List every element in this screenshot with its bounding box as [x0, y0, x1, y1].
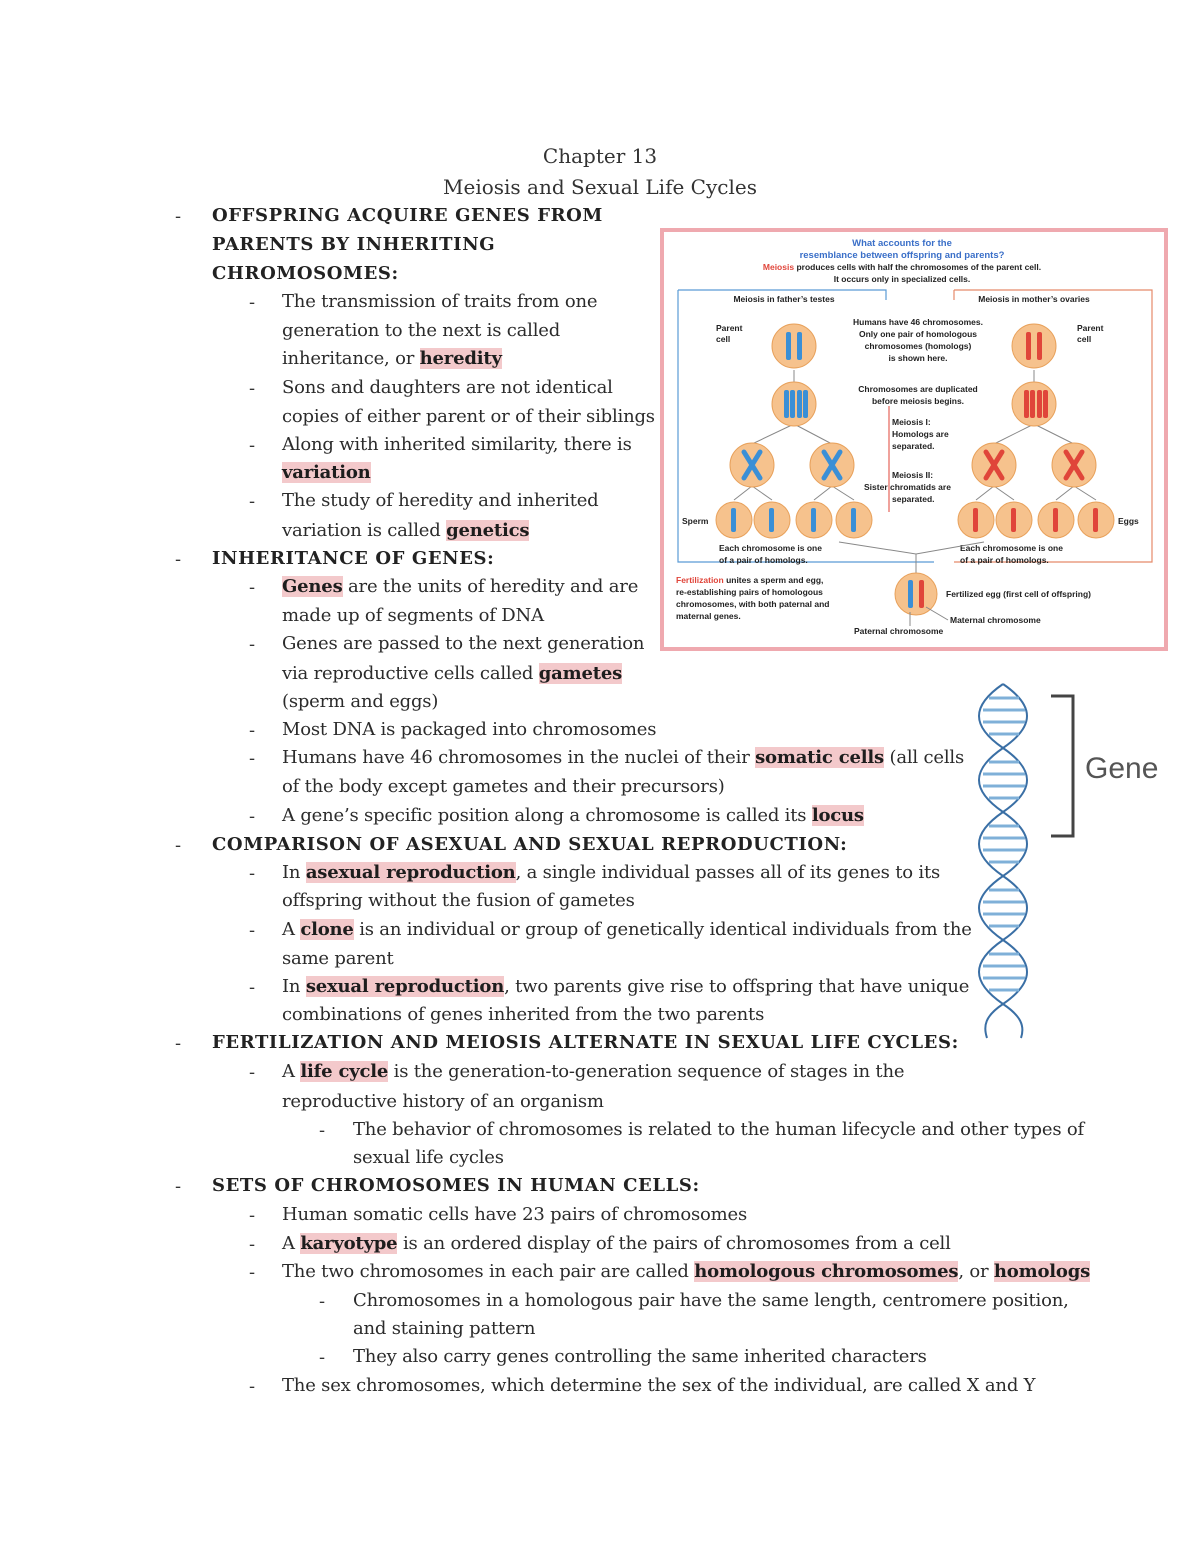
father-cells	[716, 324, 872, 538]
list-item: Sons and daughters are not identical	[282, 377, 613, 398]
sub-list-item: Chromosomes in a homologous pair have the same length, centromere position,	[353, 1290, 1069, 1311]
list-item: of the body except gametes and their precursors)	[282, 776, 725, 797]
bullet-dash: -	[249, 1234, 256, 1255]
chapter-title: Chapter 13	[542, 144, 658, 168]
bullet-dash: -	[249, 863, 256, 884]
section-heading: INHERITANCE OF GENES:	[212, 548, 495, 569]
bullet-dash: -	[175, 1033, 182, 1054]
section-heading: SETS OF CHROMOSOMES IN HUMAN CELLS:	[212, 1175, 700, 1196]
list-item: The transmission of traits from one	[282, 291, 598, 312]
mother-cells	[958, 324, 1114, 538]
bullet-dash: -	[249, 435, 256, 456]
meiosis-2-label: Meiosis II:	[892, 470, 934, 480]
meiosis-figure	[660, 228, 1168, 651]
father-box-label: Meiosis in father’s testes	[733, 294, 835, 304]
list-item: The sex chromosomes, which determine the sex of the individual, are called X and Y	[282, 1375, 1036, 1396]
list-item: In sexual reproduction, two parents give rise to offspring that have unique	[282, 976, 970, 997]
highlight-term: heredity	[419, 348, 502, 369]
parent-cell-label: cell	[716, 334, 731, 344]
bullet-dash: -	[249, 748, 256, 769]
highlight-term: clone	[300, 919, 354, 940]
list-item: A karyotype is an ordered display of the pairs of chromosomes from a cell	[282, 1233, 951, 1254]
list-item: made up of segments of DNA	[282, 605, 544, 626]
highlight-term: asexual reproduction	[305, 862, 516, 883]
list-item: variation is called genetics	[282, 520, 530, 541]
bullet-dash: -	[249, 634, 256, 655]
dna-helix	[975, 676, 1175, 1046]
sub-list-item: The behavior of chromosomes is related to the human lifecycle and other types of	[353, 1119, 1084, 1140]
section-heading: OFFSPRING ACQUIRE GENES FROM	[212, 205, 603, 226]
highlight-term: variation	[282, 462, 371, 483]
list-item: combinations of genes inherited from the two parents	[282, 1004, 765, 1025]
bullet-dash: -	[249, 378, 256, 399]
chapter-subtitle: Meiosis and Sexual Life Cycles	[443, 175, 757, 199]
list-item: reproductive history of an organism	[282, 1091, 604, 1112]
bullet-dash: -	[175, 206, 182, 227]
meiosis-diagram	[664, 232, 1164, 647]
each-chromosome-note: Each chromosome is one	[960, 543, 1063, 553]
list-item: inheritance, or heredity	[282, 348, 502, 369]
bullet-dash: -	[249, 1376, 256, 1397]
section-heading: COMPARISON OF ASEXUAL AND SEXUAL REPRODUCTION:	[212, 834, 848, 855]
highlight-term: Genes	[282, 576, 343, 597]
eggs-label: Eggs	[1118, 516, 1139, 526]
bullet-dash: -	[175, 549, 182, 570]
list-item: Most DNA is packaged into chromosomes	[282, 719, 657, 740]
list-item: A life cycle is the generation-to-generation sequence of stages in the	[282, 1061, 905, 1082]
list-item: Genes are the units of heredity and are	[282, 576, 639, 597]
dna-gene-illustration	[975, 676, 1175, 1046]
list-item: Genes are passed to the next generation	[282, 633, 645, 654]
sub-list-item: sexual life cycles	[353, 1147, 504, 1168]
bullet-dash: -	[175, 1176, 182, 1197]
bullet-dash: -	[249, 1205, 256, 1226]
parent-cell-label: Parent	[716, 323, 743, 333]
bullet-dash: -	[249, 720, 256, 741]
humans-note: is shown here.	[888, 353, 948, 363]
paternal-label: Paternal chromosome	[854, 626, 944, 636]
sperm-label: Sperm	[682, 516, 709, 526]
meiosis-1-label: separated.	[892, 441, 935, 451]
fertilization-note: maternal genes.	[676, 611, 741, 621]
bullet-dash: -	[249, 977, 256, 998]
bullet-dash: -	[249, 1062, 256, 1083]
fertilization-note: Fertilization unites a sperm and egg,	[676, 575, 824, 585]
list-item: Human somatic cells have 23 pairs of chromosomes	[282, 1204, 748, 1225]
parent-cell-label: cell	[1077, 334, 1092, 344]
list-item: The study of heredity and inherited	[282, 490, 599, 511]
list-item: A gene’s specific position along a chromosome is called its locus	[282, 805, 864, 826]
humans-note: chromosomes (homologs)	[864, 341, 972, 351]
section-heading: PARENTS BY INHERITING	[212, 234, 496, 255]
duplicated-note: Chromosomes are duplicated	[858, 384, 978, 394]
list-item: generation to the next is called	[282, 320, 561, 341]
duplicated-note: before meiosis begins.	[871, 396, 965, 406]
fertilization-note: chromosomes, with both paternal and	[676, 599, 830, 609]
list-item: copies of either parent or of their siblings	[282, 406, 655, 427]
list-item: via reproductive cells called gametes	[282, 663, 623, 684]
bullet-dash: -	[249, 806, 256, 827]
gene-label: Gene	[1085, 752, 1159, 785]
highlight-term: sexual reproduction	[305, 976, 505, 997]
meiosis-1-label: Homologs are	[892, 429, 949, 439]
each-chromosome-note: Each chromosome is one	[719, 543, 822, 553]
highlight-term: somatic cells	[755, 747, 884, 768]
section-heading: FERTILIZATION AND MEIOSIS ALTERNATE IN SEXUAL LIFE CYCLES:	[212, 1032, 959, 1053]
list-item: Along with inherited similarity, there is	[282, 434, 632, 455]
fertilization-note: re-establishing pairs of homologous	[676, 587, 823, 597]
figure-caption: Meiosis produces cells with half the chromosomes of the parent cell.	[762, 262, 1042, 272]
bullet-dash: -	[249, 292, 256, 313]
highlight-term: karyotype	[300, 1233, 398, 1254]
figure-caption: It occurs only in specialized cells.	[833, 274, 971, 284]
list-item: The two chromosomes in each pair are called homologous chromosomes, or homologs	[282, 1261, 1091, 1282]
bullet-dash: -	[319, 1120, 326, 1141]
section-heading: CHROMOSOMES:	[212, 263, 399, 284]
parent-cell-label: Parent	[1077, 323, 1104, 333]
bullet-dash: -	[175, 835, 182, 856]
highlight-term: genetics	[446, 520, 530, 541]
fertilized-egg	[895, 573, 937, 615]
highlight-term: gametes	[538, 663, 623, 684]
highlight-term: homologous chromosomes	[694, 1261, 959, 1282]
list-item: (sperm and eggs)	[282, 691, 439, 712]
list-item: same parent	[282, 948, 394, 969]
sub-list-item: and staining pattern	[353, 1318, 536, 1339]
mother-box-label: Meiosis in mother’s ovaries	[978, 294, 1090, 304]
bullet-dash: -	[249, 1262, 256, 1283]
bullet-dash: -	[249, 920, 256, 941]
fertilized-egg-label: Fertilized egg (first cell of offspring)	[946, 589, 1091, 599]
gene-bracket	[1051, 696, 1073, 836]
highlight-term: life cycle	[300, 1061, 389, 1082]
list-item: offspring without the fusion of gametes	[282, 890, 635, 911]
bullet-dash: -	[249, 577, 256, 598]
meiosis-1-label: Meiosis I:	[892, 417, 931, 427]
list-item: A clone is an individual or group of genetically identical individuals from the	[282, 919, 972, 940]
bullet-dash: -	[319, 1291, 326, 1312]
meiosis-2-label: Sister chromatids are	[864, 482, 951, 492]
each-chromosome-note: of a pair of homologs.	[960, 555, 1049, 565]
list-item	[282, 462, 371, 484]
humans-note: Humans have 46 chromosomes.	[853, 317, 983, 327]
list-item: Humans have 46 chromosomes in the nuclei of their somatic cells (all cells	[282, 747, 964, 768]
each-chromosome-note: of a pair of homologs.	[719, 555, 808, 565]
list-item: In asexual reproduction, a single individual passes all of its genes to its	[282, 862, 941, 883]
figure-question: resemblance between offspring and parents?	[799, 250, 1005, 261]
bullet-dash: -	[319, 1347, 326, 1368]
meiosis-2-label: separated.	[892, 494, 935, 504]
figure-question: What accounts for the	[852, 238, 952, 249]
sub-list-item: They also carry genes controlling the same inherited characters	[353, 1346, 927, 1367]
highlight-term: locus	[811, 805, 864, 826]
highlight-term: homologs	[993, 1261, 1091, 1282]
maternal-label: Maternal chromosome	[950, 615, 1041, 625]
bullet-dash: -	[249, 491, 256, 512]
humans-note: Only one pair of homologous	[858, 329, 978, 339]
